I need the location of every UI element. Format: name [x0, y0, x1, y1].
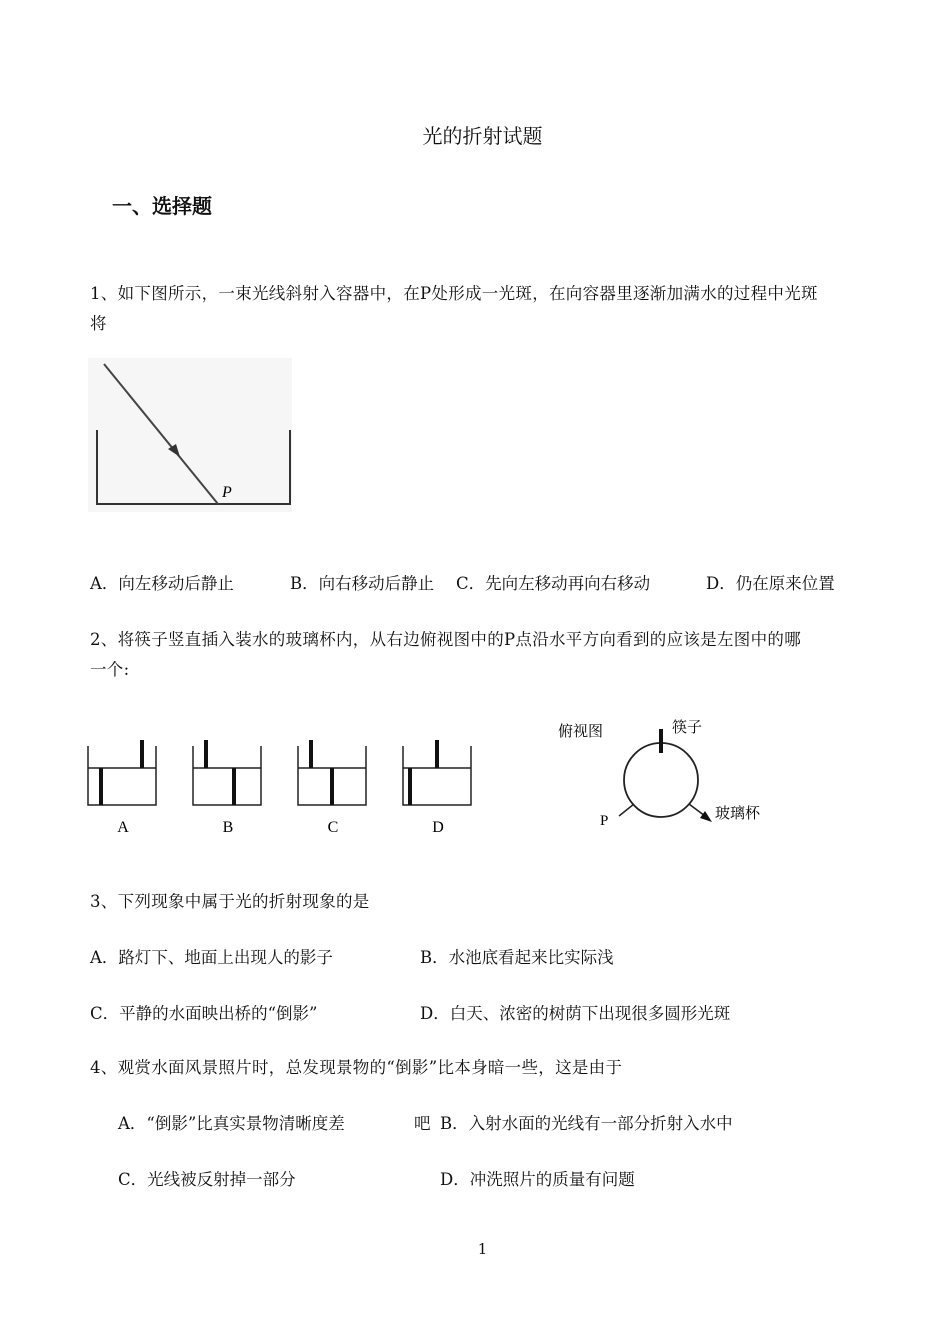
q1-option-c: C．先向左移动再向右移动	[456, 574, 651, 593]
page-number: 1	[477, 1240, 488, 1258]
top-view-caption: 俯视图	[558, 724, 604, 740]
q3-option-a: A．路灯下、地面上出现人的影子	[90, 948, 333, 967]
q1-container-figure	[88, 358, 298, 518]
q1-text-line1: 1、如下图所示，一束光线斜射入容器中，在P处形成一光斑，在向容器里逐渐加满水的过程中光斑	[90, 284, 818, 303]
q1-option-a: A．向左移动后静止	[90, 574, 234, 593]
choice-c-label: C	[327, 819, 339, 836]
q2-choice-d-figure	[401, 738, 475, 842]
choice-b-label: B	[222, 819, 234, 836]
chopstick-above-water	[140, 740, 144, 768]
section-heading: 一、选择题	[112, 194, 212, 218]
q3-option-d: D．白天、浓密的树荫下出现很多圆形光斑	[420, 1004, 731, 1023]
glass-top-outline	[624, 743, 698, 817]
chopstick-above-water	[309, 740, 313, 768]
p-pointer-line	[619, 804, 634, 816]
q1-option-b: B．向右移动后静止	[290, 574, 435, 593]
chopstick-under-water	[99, 768, 103, 805]
q1-text-line2: 将	[90, 314, 107, 333]
q2-text-line2: 一个:	[90, 660, 130, 679]
choice-d-label: D	[432, 819, 444, 836]
glass-pointer-line	[689, 804, 705, 816]
q2-text-line1: 2、将筷子竖直插入装水的玻璃杯内，从右边俯视图中的P点沿水平方向看到的应该是左图中的哪	[90, 630, 801, 649]
chopstick-under-water	[232, 768, 236, 805]
q4-option-d: D．冲洗照片的质量有问题	[440, 1170, 635, 1189]
q4-text-line1: 4、观赏水面风景照片时，总发现景物的“倒影”比本身暗一些，这是由于	[90, 1058, 623, 1077]
point-p-label: P	[600, 813, 609, 829]
chopstick-under-water	[408, 768, 412, 805]
q1-option-d: D．仍在原来位置	[706, 574, 835, 593]
chopstick-under-water	[330, 768, 334, 805]
chopstick-above-water	[435, 740, 439, 768]
q2-top-view-figure	[550, 712, 780, 842]
glass-outline	[88, 746, 156, 805]
chopstick-above-water	[204, 740, 208, 768]
q3-option-c: C．平静的水面映出桥的“倒影”	[90, 1004, 318, 1023]
spot-p-label: P	[222, 484, 232, 501]
q3-text-line1: 3、下列现象中属于光的折射现象的是	[90, 892, 370, 911]
q4-option-b: B．入射水面的光线有一部分折射入水中	[440, 1114, 733, 1133]
q4-stray-text: 吧	[414, 1114, 431, 1133]
q4-option-c: C．光线被反射掉一部分	[118, 1170, 296, 1189]
choice-a-label: A	[117, 819, 129, 836]
glass-label: 玻璃杯	[715, 806, 761, 822]
q2-choice-c-figure	[296, 738, 370, 842]
chopstick-label: 筷子	[672, 720, 703, 736]
q2-choice-a-figure	[86, 738, 160, 842]
glass-outline	[193, 746, 261, 805]
q2-choice-b-figure	[191, 738, 265, 842]
page-title: 光的折射试题	[422, 124, 543, 148]
q3-option-b: B．水池底看起来比实际浅	[420, 948, 614, 967]
q4-option-a: A．“倒影”比真实景物清晰度差	[118, 1114, 345, 1133]
chopstick-marker	[659, 729, 663, 753]
